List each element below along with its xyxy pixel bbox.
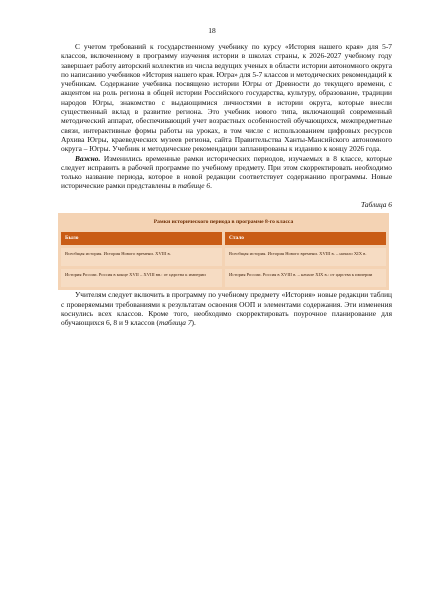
column-header-before: Было: [61, 232, 222, 246]
teachers-end: ).: [191, 318, 196, 328]
page-number: 18: [208, 26, 216, 35]
table-cell: История России. Россия в конце XVII – XVIII вв.: от царства к империи: [61, 269, 222, 287]
column-header-after: Стало: [225, 232, 386, 246]
table-caption: Таблица 6: [360, 199, 392, 209]
table-row: [61, 248, 386, 266]
paragraph-important: [61, 154, 392, 191]
table-cell: Всеобщая история. История Нового времени. XVIII в.: [61, 248, 222, 266]
table-reference: таблице 6: [177, 181, 211, 191]
table-row: [61, 269, 386, 287]
important-end: .: [210, 181, 212, 191]
table7-reference: таблица 7: [158, 318, 192, 328]
table-cell: История России. Россия в XVIII в. – начале XIX в.: от царства к империи: [225, 269, 386, 287]
periods-table: [58, 213, 389, 290]
page-content: [61, 42, 392, 327]
important-lead: Важно.: [75, 153, 101, 163]
important-text: Изменились временные рамки исторических периодов, изучаемых в 8 классе, которые следует исправить в рабочей программе по учебному предмету. При этом скорректировать необходимо только название периода, которое в новой редакции соответствует содержанию программы. Новые исторические рамки представлены в: [61, 153, 392, 191]
paragraph-textbook: С учетом требований к государственному учебнику по курсу «История нашего края» для 5-7 классов, включенному в программу изучения истории в школах страны, к 2026-2027 учебному году завершает работу авторский коллектив из числа ведущих ученых в области истории автономного округа по написанию учебников «История нашего края. Югра» для 5-7 классов и методических рекомендаций к учебникам. Содержание учебника посвящено истории Югры от Древности до текущего времени, с акцентом на роль региона в общей истории Российского государства, культуру, образование, традиции народов Югры, знакомство с выдающимися личностями в истории округа, которые внесли существенный вклад в развитие региона. Это учебник нового типа, включающий современный методический аппарат, обеспечивающий учет возрастных особенностей обучающихся, межпредметные связи, интерактивные формы работы на уроках, в том числе с использованием цифровых ресурсов Архива Югры, краеведческих музеев региона, сайта Правительства Ханты-Мансийского автономного округа – Югры. Учебник и методические рекомендации запланированы к изданию к концу 2026 года.: [61, 42, 392, 154]
teachers-text: Учителям следует включить в программу по учебному предмету «История» новые редакции таблиц с проверяемыми требованиями к результатам освоения ООП и элементами содержания. Эти изменения коснулись всех классов. Кроме того, необходимо скорректировать поурочное планирование для обучающихся 6, 8 и 9 классов (: [61, 290, 392, 328]
table-cell: Всеобщая история. История Нового времени. XVIII в. – начало XIX в.: [225, 248, 386, 266]
table-title: Рамки исторического периода в программе 8-го класса: [61, 216, 386, 229]
paragraph-teachers: [61, 290, 392, 327]
